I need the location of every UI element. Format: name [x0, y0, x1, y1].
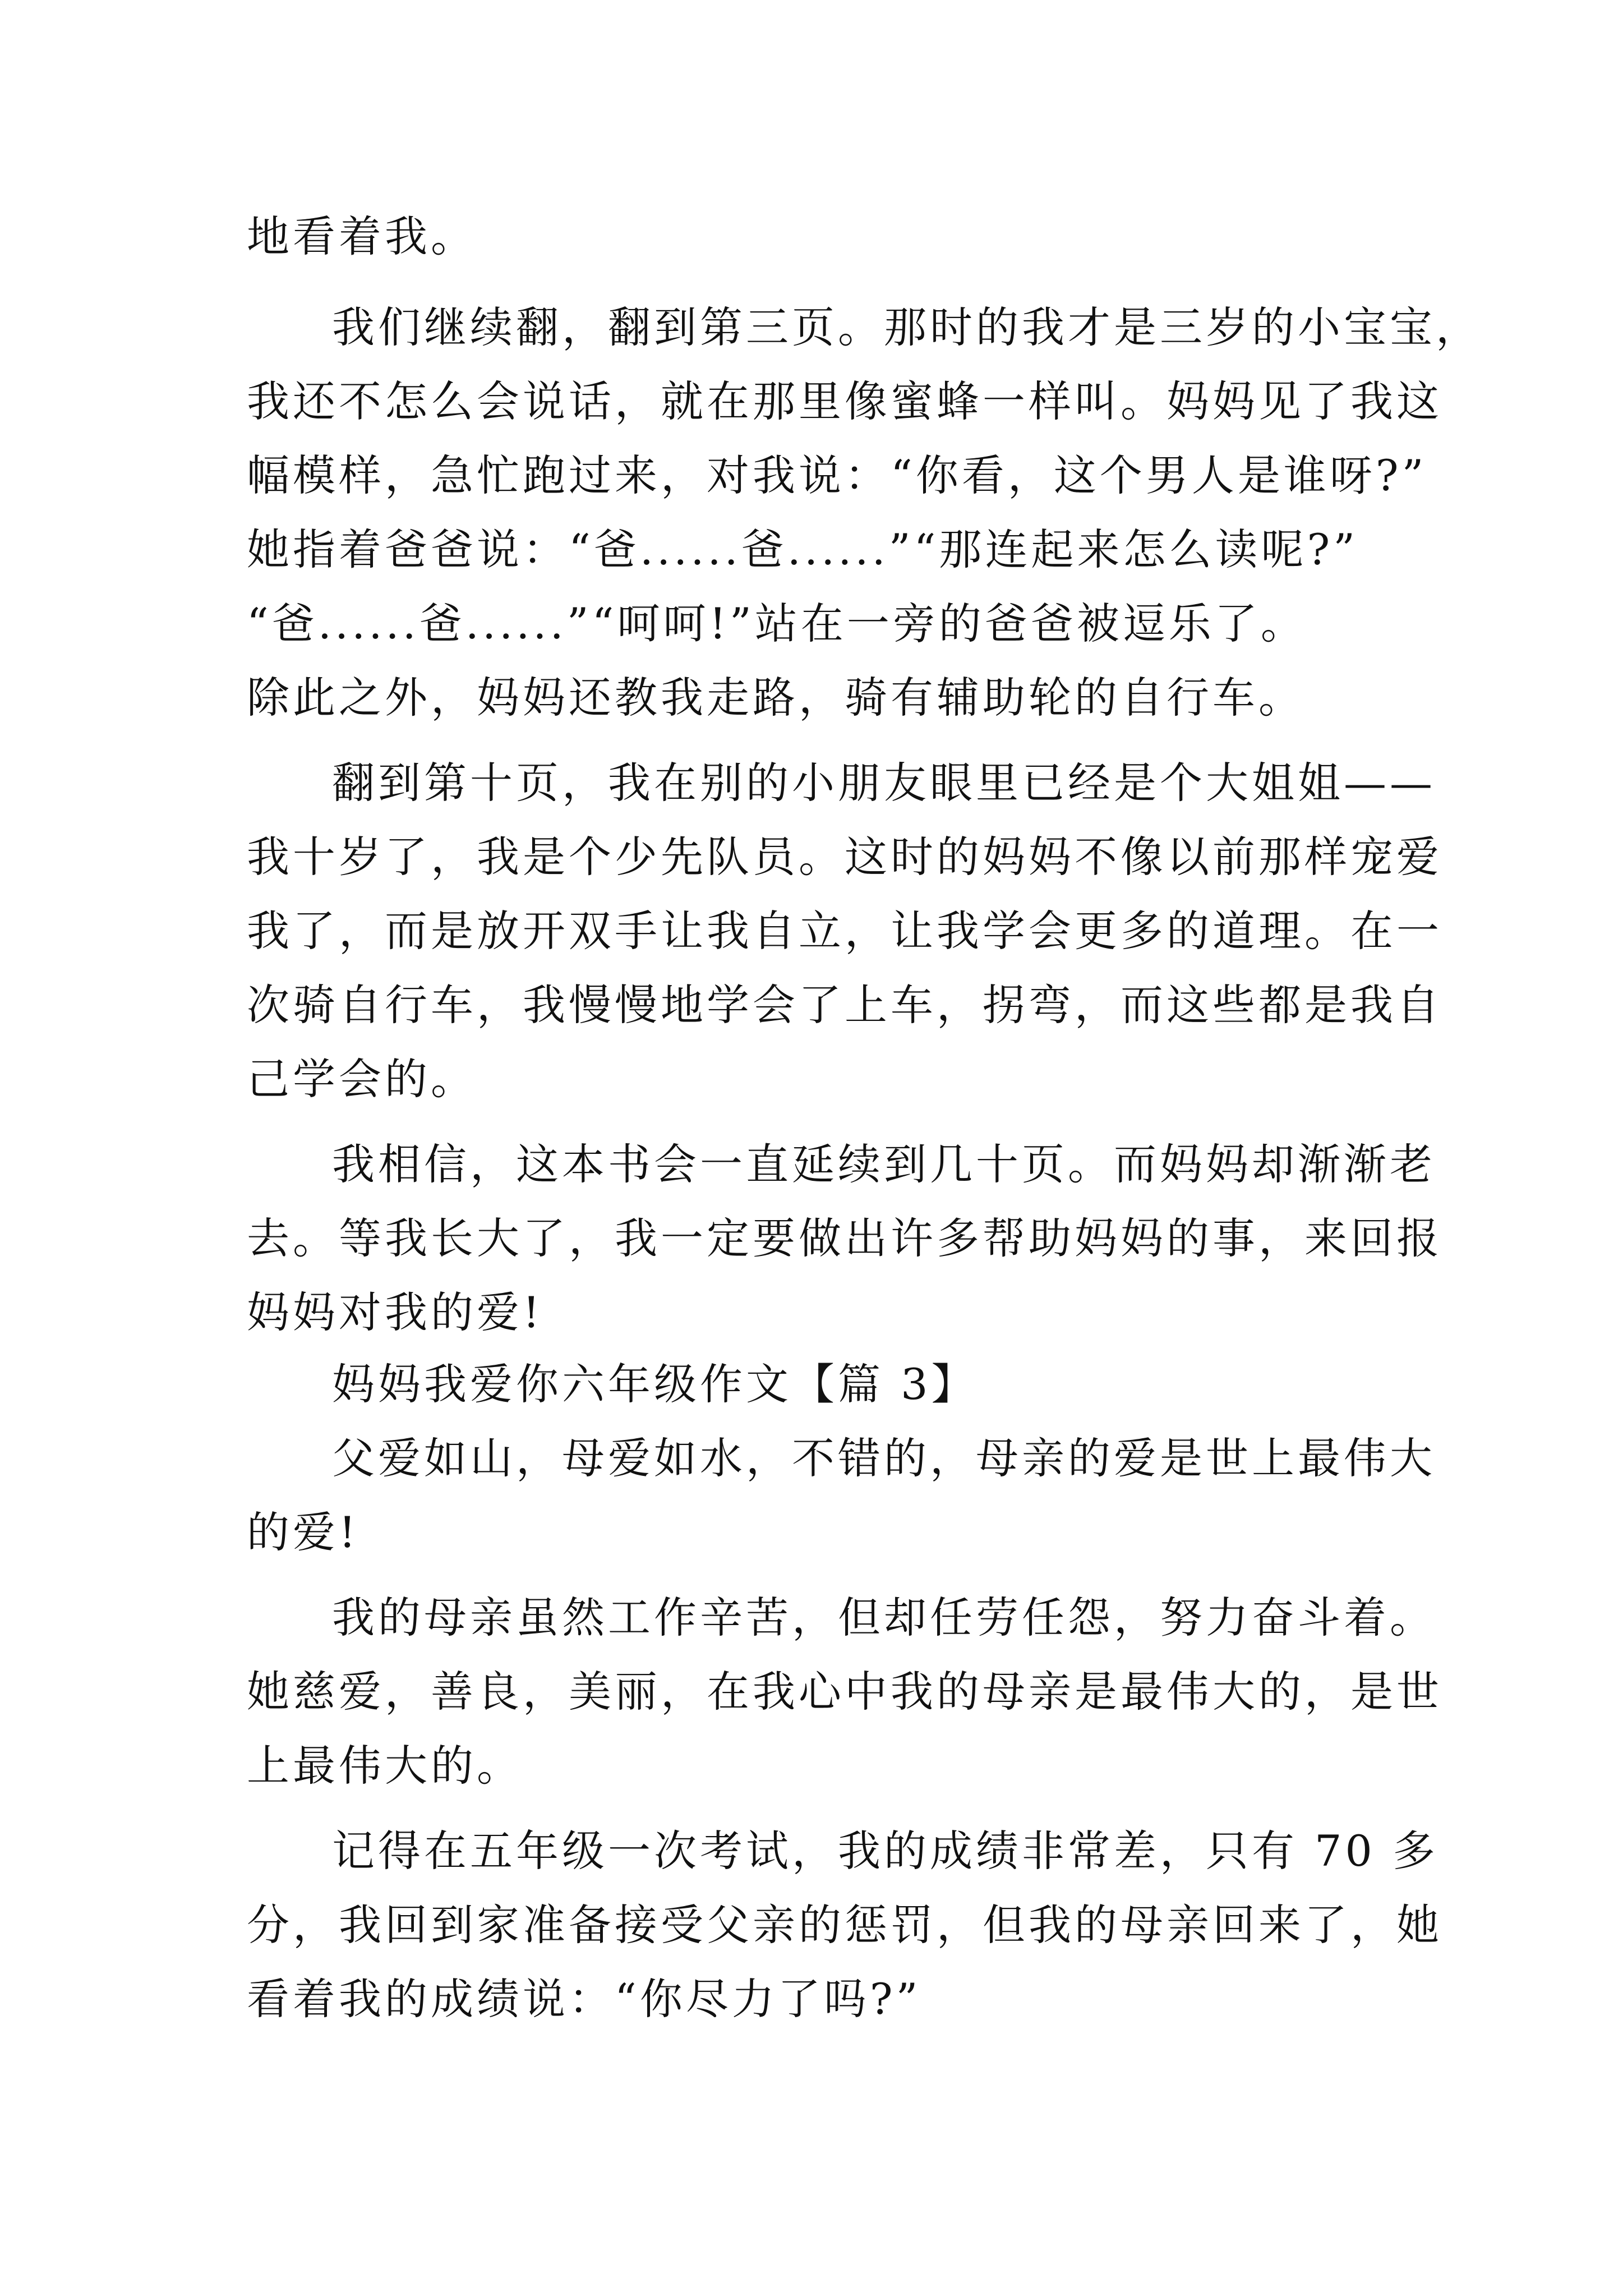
text-line: 上最伟大的。: [247, 1741, 523, 1791]
text-line: 她指着爸爸说：“爸......爸......”“那连起来怎么读呢?”: [247, 524, 1359, 574]
text-line: 妈妈对我的爱!: [247, 1287, 543, 1337]
paragraph-start: 记得在五年级一次考试，我的成绩非常差，只有 70 多: [332, 1826, 1439, 1876]
text-line: 我了，而是放开双手让我自立，让我学会更多的道理。在一: [247, 906, 1442, 956]
text-line: 我还不怎么会说话，就在那里像蜜蜂一样叫。妈妈见了我这: [247, 376, 1442, 426]
paragraph-start: 我的母亲虽然工作辛苦，但却任劳任怨，努力奋斗着。: [332, 1593, 1436, 1642]
text-line: 看着我的成绩说：“你尽力了吗?”: [247, 1974, 921, 2024]
text-line: 她慈爱，善良，美丽，在我心中我的母亲是最伟大的，是世: [247, 1667, 1442, 1717]
text-line: 去。等我长大了，我一定要做出许多帮助妈妈的事，来回报: [247, 1213, 1442, 1263]
text-line: 次骑自行车，我慢慢地学会了上车，拐弯，而这些都是我自: [247, 980, 1442, 1030]
paragraph-start: 我们继续翻，翻到第三页。那时的我才是三岁的小宝宝，: [332, 302, 1482, 352]
text-line: 的爱!: [247, 1507, 359, 1557]
paragraph-start: 父爱如山，母爱如水，不错的，母亲的爱是世上最伟大: [332, 1433, 1436, 1483]
paragraph-start: 我相信，这本书会一直延续到几十页。而妈妈却渐渐老: [332, 1139, 1436, 1189]
text-line: 分，我回到家准备接受父亲的惩罚，但我的母亲回来了，她: [247, 1900, 1442, 1950]
paragraph-start: 翻到第十页，我在别的小朋友眼里已经是个大姐姐——: [332, 758, 1436, 808]
section-heading: 妈妈我爱你六年级作文【篇 3】: [332, 1359, 978, 1409]
text-line: 我十岁了，我是个少先队员。这时的妈妈不像以前那样宠爱: [247, 832, 1442, 882]
text-line: 幅模样，急忙跑过来，对我说：“你看，这个男人是谁呀?”: [247, 450, 1427, 500]
text-line: 己学会的。: [247, 1054, 477, 1104]
text-line: “爸......爸......”“呵呵!”站在一旁的爸爸被逗乐了。: [247, 599, 1307, 648]
text-line: 除此之外，妈妈还教我走路，骑有辅助轮的自行车。: [247, 673, 1304, 723]
text-line: 地看着我。: [247, 211, 477, 261]
